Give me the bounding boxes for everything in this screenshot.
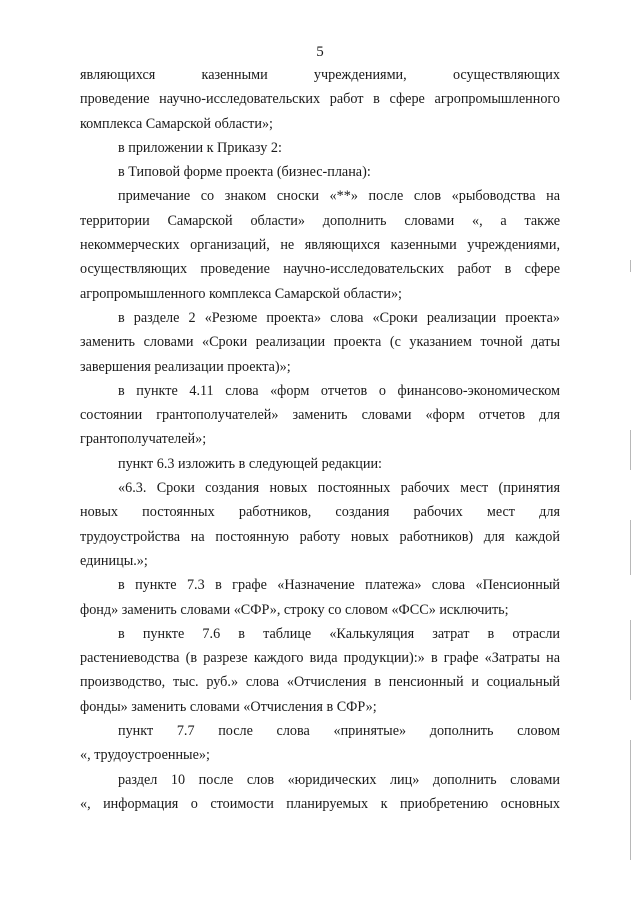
text-line: фонд» заменить словами «СФР», строку со словом «ФСС» исключить; — [80, 601, 509, 618]
text-line: примечание со знаком сноски «**» после слов «рыбоводства на — [118, 188, 560, 205]
text-line: в приложении к Приказу 2: — [118, 139, 282, 156]
text-line: агропромышленного комплекса Самарской области»; — [80, 285, 403, 302]
text-line: единицы.»; — [80, 552, 148, 569]
text-line: состоянии грантополучателей» заменить словами «форм отчетов для — [80, 407, 560, 424]
text-line: «, информация о стоимости планируемых к приобретению основных — [80, 795, 560, 812]
text-line: в разделе 2 «Резюме проекта» слова «Сроки реализации проекта» — [118, 309, 560, 326]
text-line: фонды» заменить словами «Отчисления в СФР»; — [80, 698, 377, 715]
text-line: новых постоянных работников, создания рабочих мест для — [80, 504, 560, 521]
text-line: осуществляющих проведение научно-исследовательских работ в сфере — [80, 261, 560, 278]
scan-margin-marks — [630, 260, 632, 880]
text-line: территории Самарской области» дополнить словами «, а также — [80, 212, 560, 229]
text-line: являющихся казенными учреждениями, осуществляющих — [80, 67, 560, 83]
text-line: трудоустройства на постоянную работу новых работников) для каждой — [80, 528, 560, 545]
text-line: грантополучателей»; — [80, 431, 207, 448]
text-line: производство, тыс. руб.» слова «Отчисления в пенсионный и социальный — [80, 674, 560, 691]
text-line: комплекса Самарской области»; — [80, 115, 273, 132]
document-body — [80, 63, 560, 816]
text-line: в пункте 4.11 слова «форм отчетов о финансово-экономическом — [118, 382, 560, 399]
text-line: проведение научно-исследовательских работ в сфере агропромышленного — [80, 91, 560, 108]
text-line: некоммерческих организаций, не являющихся казенными учреждениями, — [80, 237, 560, 254]
text-line: раздел 10 после слов «юридических лиц» дополнить словами — [118, 771, 560, 788]
text-line: в пункте 7.6 в таблице «Калькуляция затрат в отрасли — [118, 625, 560, 642]
text-line: «6.3. Сроки создания новых постоянных рабочих мест (принятия — [118, 480, 560, 497]
text-line: пункт 7.7 после слова «принятые» дополнить словом — [118, 723, 560, 740]
page-number: 5 — [316, 44, 324, 60]
text-line: «, трудоустроенные»; — [80, 747, 210, 764]
text-line: в Типовой форме проекта (бизнес-плана): — [118, 164, 371, 181]
text-line: заменить словами «Сроки реализации проекта (с указанием точной даты — [80, 334, 560, 351]
text-line: в пункте 7.3 в графе «Назначение платежа» слова «Пенсионный — [118, 577, 560, 594]
text-line: завершения реализации проекта)»; — [80, 358, 291, 375]
text-line: пункт 6.3 изложить в следующей редакции: — [118, 455, 382, 472]
text-line: растениеводства (в разрезе каждого вида продукции):» в графе «Затраты на — [80, 650, 560, 667]
